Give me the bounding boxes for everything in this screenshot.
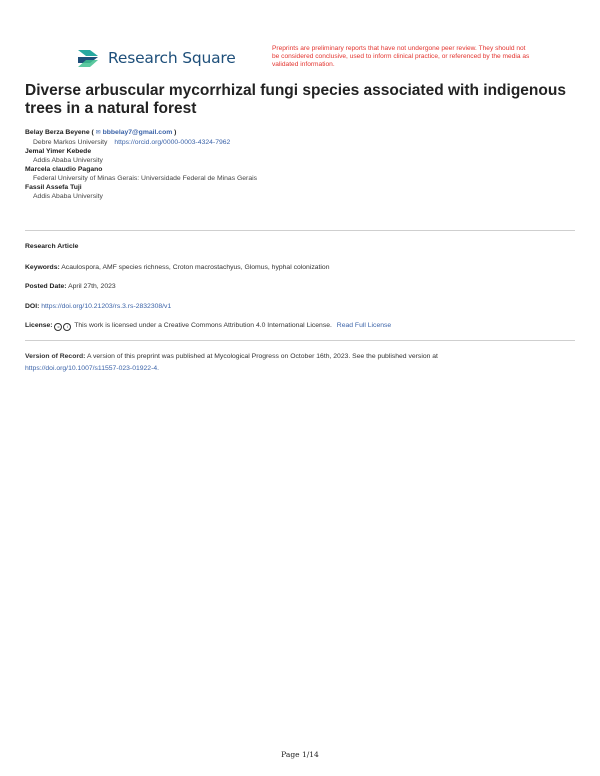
author-email-link[interactable]: bbbelay7@gmail.com bbox=[102, 129, 173, 136]
published-version-link[interactable]: https://doi.org/10.1007/s11557-023-01922-4. bbox=[25, 365, 160, 372]
license bbox=[25, 322, 391, 331]
author-affiliation: Debre Markos University https://orcid.org/0000-0003-4324-7962 bbox=[33, 139, 231, 146]
research-square-logo[interactable] bbox=[76, 47, 236, 69]
brand-name: Research Square bbox=[108, 49, 236, 67]
doi bbox=[25, 303, 171, 310]
doi-label: DOI: bbox=[25, 303, 40, 310]
read-full-license-link[interactable]: Read Full License bbox=[336, 322, 392, 329]
keywords-label: Keywords: bbox=[25, 264, 60, 271]
version-of-record-label: Version of Record: bbox=[25, 353, 86, 360]
page-number: Page 1/14 bbox=[281, 750, 319, 759]
divider bbox=[25, 340, 575, 341]
posted-date bbox=[25, 283, 116, 290]
author-affiliation: Federal University of Minas Gerais: Universidade Federal de Minas Gerais bbox=[33, 175, 258, 182]
license-text: This work is licensed under a Creative Commons Attribution 4.0 International License. bbox=[74, 322, 332, 329]
author-entry: Belay Berza Beyene ( ✉ bbbelay7@gmail.com ) bbox=[25, 129, 177, 136]
cc-icon: c bbox=[54, 323, 62, 331]
research-square-logo-icon bbox=[76, 47, 102, 69]
article-type: Research Article bbox=[25, 243, 79, 250]
email-icon: ✉ bbox=[95, 130, 101, 136]
author-affiliation: Addis Ababa University bbox=[33, 193, 103, 200]
author-name: Belay Berza Beyene bbox=[25, 129, 90, 136]
license-label: License: bbox=[25, 322, 53, 329]
keywords-value: Acaulospora, AMF species richness, Croton macrostachyus, Glomus, hyphal colonization bbox=[61, 264, 330, 271]
author-name: Fassil Assefa Tuji bbox=[25, 184, 82, 191]
orcid-link[interactable]: https://orcid.org/0000-0003-4324-7962 bbox=[114, 139, 231, 146]
version-of-record-text: A version of this preprint was published at Mycological Progress on October 16th, 2023. See the published version at bbox=[86, 353, 438, 360]
cc-by-icon: i bbox=[63, 323, 71, 331]
divider bbox=[25, 230, 575, 231]
paper-title: Diverse arbuscular mycorrhizal fungi species associated with indigenous trees in a natural forest bbox=[25, 82, 566, 117]
keywords bbox=[25, 264, 330, 271]
doi-link[interactable]: https://doi.org/10.21203/rs.3.rs-2832308/v1 bbox=[41, 303, 172, 310]
author-name: Marcela claudio Pagano bbox=[25, 166, 103, 173]
posted-date-value: April 27th, 2023 bbox=[68, 283, 116, 290]
author-list bbox=[25, 128, 257, 201]
preprint-disclaimer: Preprints are preliminary reports that have not undergone peer review. They should not be considered conclusive, used to inform clinical practice, or referenced by the media as validated information. bbox=[272, 45, 530, 68]
posted-date-label: Posted Date: bbox=[25, 283, 67, 290]
author-affiliation: Addis Ababa University bbox=[33, 157, 103, 164]
version-of-record bbox=[25, 351, 565, 375]
author-name: Jemal Yimer Kebede bbox=[25, 148, 92, 155]
